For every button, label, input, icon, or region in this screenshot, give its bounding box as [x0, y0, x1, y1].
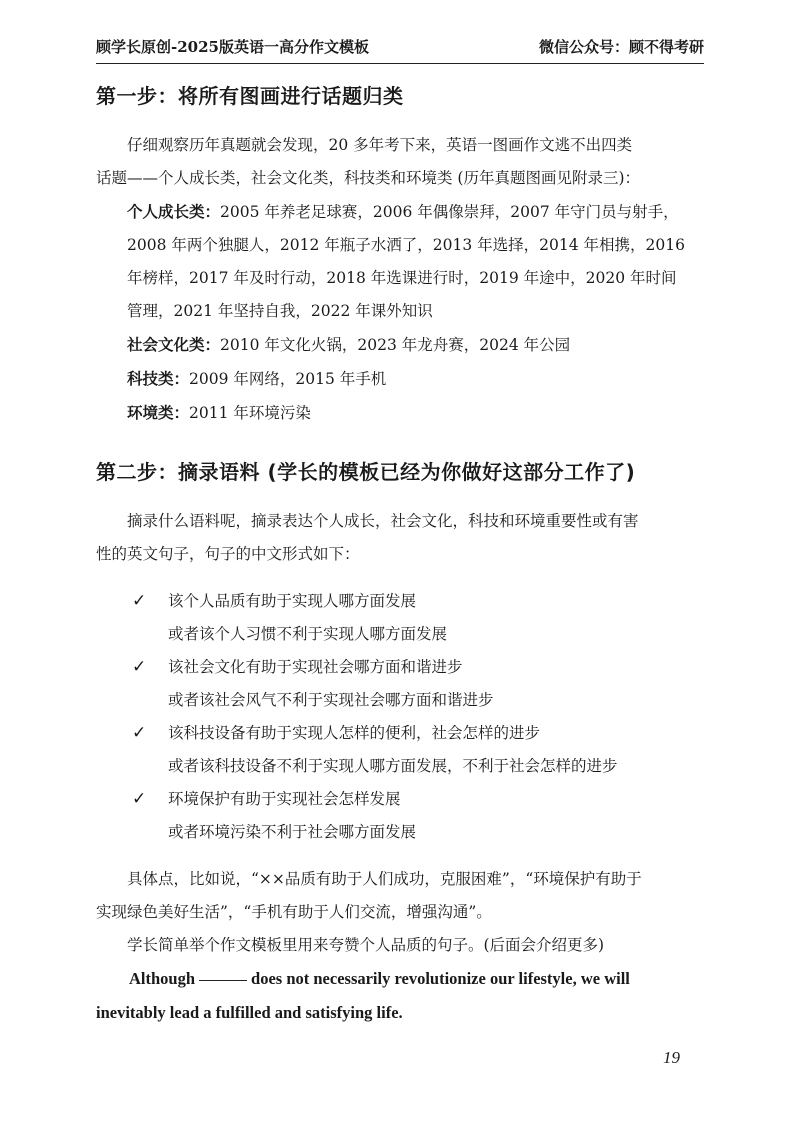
- checklist-item-line2: 或者该社会风气不利于实现社会哪方面和谐进步: [168, 691, 494, 709]
- checklist-item-line2: 或者该个人习惯不利于实现人哪方面发展: [168, 625, 448, 643]
- personal-growth-line3: 年榜样，2017 年及时行动，2018 年选课进行时，2019 年途中，2020 年时间: [127, 269, 677, 287]
- checklist-item-line1: 该社会文化有助于实现社会哪方面和谐进步: [168, 658, 463, 676]
- step2-intro-line1: 摘录什么语料呢，摘录表达个人成长，社会文化，科技和环境重要性或有害: [127, 512, 639, 530]
- social-culture-category: [127, 328, 704, 362]
- english-part1: Although: [129, 969, 196, 988]
- personal-growth-line2: 2008 年两个独腿人，2012 年瓶子水洒了，2013 年选择，2014 年相携，2016: [127, 236, 685, 254]
- step1-heading: 第一步：将所有图画进行话题归类: [96, 84, 404, 108]
- fill-in-blank: [199, 980, 247, 981]
- personal-growth-line1: 2005 年养老足球赛，2006 年偶像崇拜，2007 年守门员与射手，: [220, 203, 679, 221]
- english-sentence-line2: inevitably lead a fulfilled and satisfying life.: [96, 1003, 403, 1022]
- step2-intro-line2: 性的英文句子，句子的中文形式如下：: [96, 545, 360, 563]
- step1-section: [96, 129, 704, 430]
- step2-heading: 第二步：摘录语料 (学长的模板已经为你做好这部分工作了): [96, 460, 636, 484]
- page-content: [96, 74, 704, 1030]
- checklist-item: [132, 783, 704, 849]
- step1-intro-line2: 话题——个人成长类，社会文化类，科技类和环境类 (历年真题图画见附录三)：: [96, 169, 641, 187]
- checklist: [96, 585, 704, 849]
- english-part2: does not necessarily revolutionize our lifestyle, we will: [251, 969, 630, 988]
- check-mark-icon: ✓: [132, 591, 147, 611]
- checklist-item-line1: 该科技设备有助于实现人怎样的便利，社会怎样的进步: [168, 724, 541, 742]
- technology-category: [127, 362, 704, 396]
- page-header: [96, 30, 704, 64]
- checklist-item: [132, 585, 704, 651]
- technology-label: 科技类：: [127, 369, 190, 388]
- check-mark-icon: ✓: [132, 789, 147, 809]
- social-culture-text: 2010 年文化火锅，2023 年龙舟赛，2024 年公园: [220, 336, 571, 354]
- example-line1: 具体点，比如说，“××品质有助于人们成功，克服困难”，“环境保护有助于: [127, 870, 642, 888]
- english-sentence-line1: [96, 962, 704, 996]
- checklist-item: [132, 717, 704, 783]
- header-right-account: 微信公众号：顾不得考研: [538, 38, 704, 56]
- environment-category: [127, 396, 704, 430]
- step1-intro-line1: 仔细观察历年真题就会发现，20 多年考下来，英语一图画作文逃不出四类: [127, 136, 633, 154]
- step2-section: [96, 505, 704, 1030]
- checklist-item-line2: 或者环境污染不利于社会哪方面发展: [168, 823, 417, 841]
- social-culture-label: 社会文化类：: [127, 335, 221, 354]
- technology-text: 2009 年网络，2015 年手机: [189, 370, 387, 388]
- personal-growth-category: [127, 195, 704, 229]
- personal-growth-label: 个人成长类：: [127, 202, 221, 221]
- page-number: 19: [663, 1048, 680, 1067]
- header-left-title: 顾学长原创-2025版英语一高分作文模板: [96, 38, 369, 56]
- check-mark-icon: ✓: [132, 657, 147, 677]
- checklist-item-line1: 该个人品质有助于实现人哪方面发展: [168, 592, 417, 610]
- example-line2: 实现绿色美好生活”，“手机有助于人们交流，增强沟通”。: [96, 903, 492, 921]
- template-intro: 学长简单举个作文模板里用来夸赞个人品质的句子。(后面会介绍更多): [127, 936, 605, 954]
- environment-label: 环境类：: [127, 403, 190, 422]
- personal-growth-line4: 管理，2021 年坚持自我，2022 年课外知识: [127, 302, 433, 320]
- check-mark-icon: ✓: [132, 723, 147, 743]
- checklist-item-line1: 环境保护有助于实现社会怎样发展: [168, 790, 401, 808]
- environment-text: 2011 年环境污染: [189, 404, 311, 422]
- checklist-item-line2: 或者该科技设备不利于实现人哪方面发展，不利于社会怎样的进步: [168, 757, 618, 775]
- checklist-item: [132, 651, 704, 717]
